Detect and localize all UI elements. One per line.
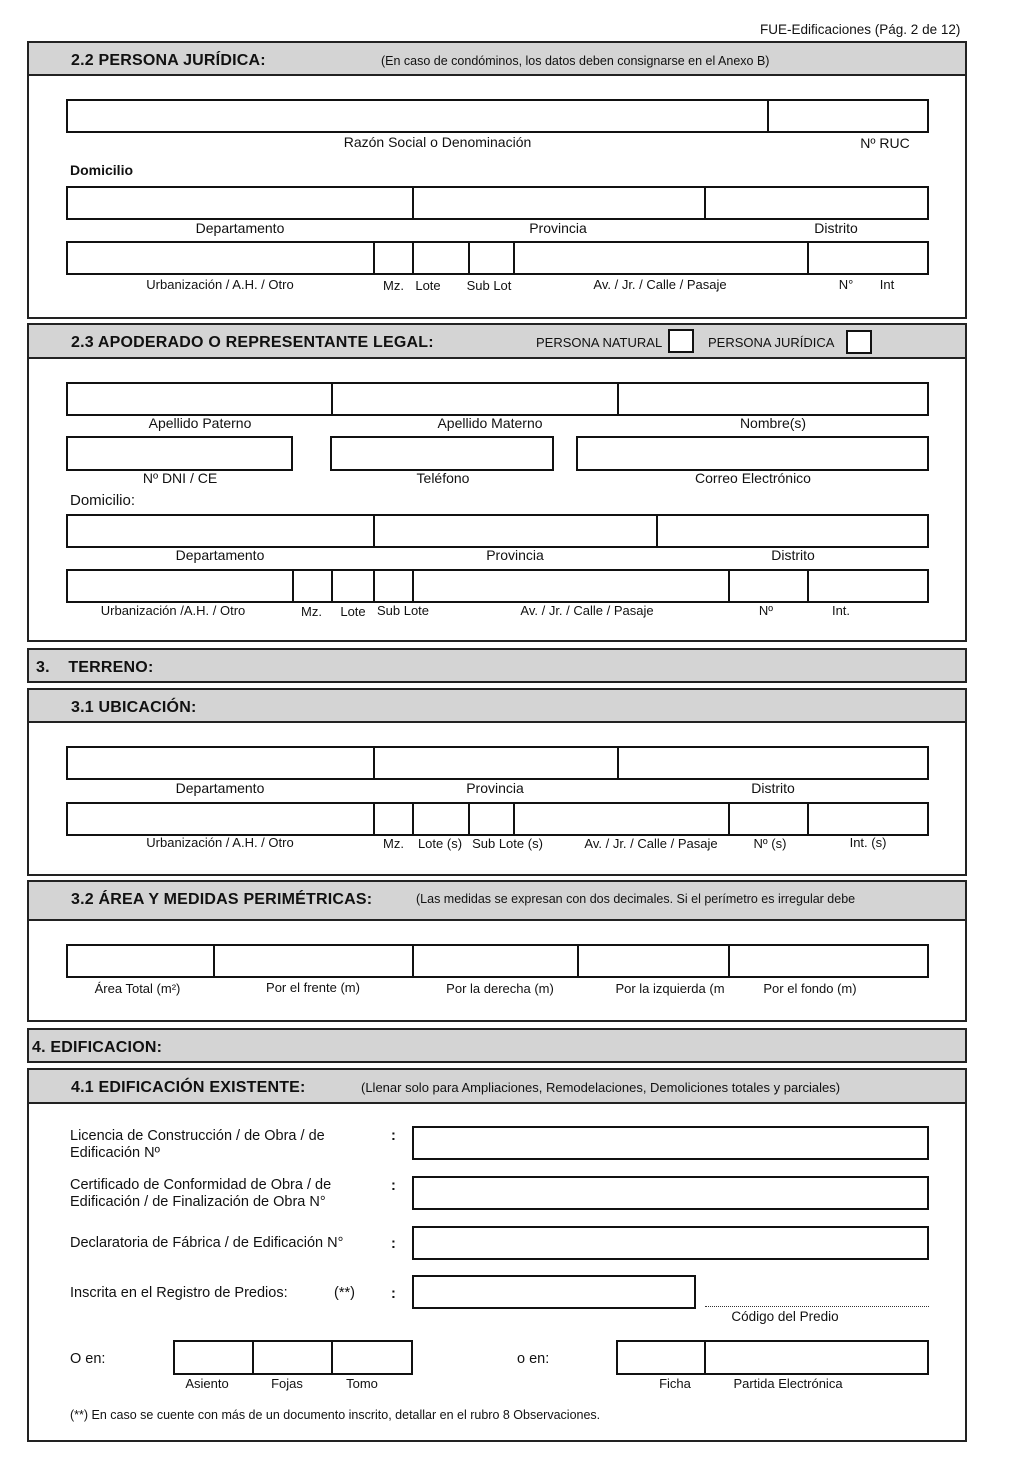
distrito-label: Distrito <box>771 547 815 563</box>
declaratoria-colon: : <box>391 1236 396 1252</box>
inscrita-label: Inscrita en el Registro de Predios: <box>70 1285 288 1301</box>
section-3-1-header <box>27 688 967 723</box>
numero-field[interactable] <box>807 241 929 275</box>
avenida-label: Av. / Jr. / Calle / Pasaje <box>520 603 654 618</box>
departamento-label: Departamento <box>175 780 265 796</box>
nombres-field[interactable] <box>617 382 929 416</box>
departamento-field[interactable] <box>66 514 375 548</box>
section-4-1-title: 4.1 EDIFICACIÓN EXISTENTE: <box>71 1079 306 1096</box>
licencia-label-line2: Edificación Nº <box>70 1145 160 1161</box>
sublote-label: Sub Lote <box>376 603 430 618</box>
section-4-1-header <box>27 1068 967 1104</box>
lote-field[interactable] <box>331 569 375 603</box>
avenida-label: Av. / Jr. / Calle / Pasaje <box>584 836 718 851</box>
sublote-field[interactable] <box>468 241 515 275</box>
razon-social-field[interactable] <box>66 99 769 133</box>
certificado-colon: : <box>391 1178 396 1194</box>
footnote: (**) En caso se cuente con más de un documento inscrito, detallar en el rubro 8 Observaciones. <box>70 1408 601 1422</box>
numero-label: Nº (s) <box>753 836 787 851</box>
ficha-field[interactable] <box>616 1340 706 1375</box>
o-en-label-2: o en: <box>517 1351 550 1367</box>
avenida-field[interactable] <box>412 569 730 603</box>
correo-field[interactable] <box>576 436 929 471</box>
lote-label: Lote <box>415 278 441 293</box>
partida-label: Partida Electrónica <box>733 1376 843 1391</box>
tomo-field[interactable] <box>331 1340 413 1375</box>
provincia-field[interactable] <box>373 514 658 548</box>
persona-juridica-checkbox[interactable] <box>846 330 872 354</box>
domicilio-label: Domicilio: <box>70 492 136 509</box>
razon-social-label: Razón Social o Denominación <box>343 134 532 150</box>
provincia-field[interactable] <box>412 186 706 220</box>
lote-field[interactable] <box>412 802 470 836</box>
fojas-field[interactable] <box>252 1340 333 1375</box>
area-total-label: Área Total (m²) <box>94 981 181 996</box>
ficha-label: Ficha <box>659 1376 691 1391</box>
numero-field[interactable] <box>728 802 809 836</box>
numero-field[interactable] <box>728 569 809 603</box>
telefono-label: Teléfono <box>416 470 470 486</box>
persona-juridica-label: PERSONA JURÍDICA <box>708 335 835 350</box>
provincia-field[interactable] <box>373 746 619 780</box>
distrito-field[interactable] <box>617 746 929 780</box>
urbanizacion-label: Urbanización / A.H. / Otro <box>146 835 294 850</box>
persona-natural-checkbox[interactable] <box>668 329 694 353</box>
licencia-colon: : <box>391 1128 396 1144</box>
sublote-field[interactable] <box>468 802 515 836</box>
apellido-materno-label: Apellido Materno <box>437 415 543 431</box>
ruc-label: Nº RUC <box>860 135 910 151</box>
section-3-2-header <box>27 880 967 921</box>
licencia-field[interactable] <box>412 1126 929 1160</box>
mz-field[interactable] <box>373 802 414 836</box>
distrito-field[interactable] <box>656 514 929 548</box>
mz-field[interactable] <box>292 569 333 603</box>
section-3-header <box>27 648 967 683</box>
sublote-label: Sub Lot <box>466 278 512 293</box>
section-2-3-header <box>27 323 967 359</box>
izquierda-field[interactable] <box>577 944 730 978</box>
provincia-label: Provincia <box>529 220 587 236</box>
dni-label: Nº DNI / CE <box>142 470 218 486</box>
izquierda-label: Por la izquierda (m <box>615 981 725 996</box>
asiento-label: Asiento <box>185 1376 229 1391</box>
area-total-field[interactable] <box>66 944 215 978</box>
urbanizacion-field[interactable] <box>66 802 375 836</box>
lote-label: Lote (s) <box>417 836 463 851</box>
section-4-1-note: (Llenar solo para Ampliaciones, Remodelaciones, Demoliciones totales y parciales) <box>361 1080 841 1095</box>
sublote-field[interactable] <box>373 569 414 603</box>
mz-label: Mz. <box>383 278 404 293</box>
interior-label: Int. (s) <box>849 835 887 850</box>
section-4-title: 4. EDIFICACION: <box>32 1039 163 1056</box>
nombres-label: Nombre(s) <box>739 415 807 431</box>
telefono-field[interactable] <box>330 436 554 471</box>
domicilio-heading: Domicilio <box>70 162 134 178</box>
avenida-field[interactable] <box>513 802 730 836</box>
interior-label: Int. <box>831 603 851 618</box>
interior-field[interactable] <box>807 802 929 836</box>
section-2-2-note: (En caso de condóminos, los datos deben consignarse en el Anexo B) <box>381 54 770 68</box>
certificado-label-line2: Edificación / de Finalización de Obra N° <box>70 1194 326 1210</box>
inscrita-colon: : <box>391 1286 396 1302</box>
distrito-label: Distrito <box>751 780 795 796</box>
section-2-2-title: 2.2 PERSONA JURÍDICA: <box>71 52 266 69</box>
fondo-field[interactable] <box>728 944 929 978</box>
avenida-label: Av. / Jr. / Calle / Pasaje <box>593 277 727 292</box>
distrito-label: Distrito <box>814 220 858 236</box>
provincia-label: Provincia <box>466 780 524 796</box>
codigo-predio-line[interactable] <box>705 1306 929 1307</box>
mz-label: Mz. <box>383 836 404 851</box>
apellido-materno-field[interactable] <box>331 382 619 416</box>
section-2-3-title: 2.3 APODERADO O REPRESENTANTE LEGAL: <box>71 334 434 351</box>
inscrita-field[interactable] <box>412 1275 696 1309</box>
licencia-label-line1: Licencia de Construcción / de Obra / de <box>70 1128 325 1144</box>
frente-label: Por el frente (m) <box>266 980 360 995</box>
section-2-2-header <box>27 41 967 76</box>
apellido-paterno-field[interactable] <box>66 382 333 416</box>
section-3-2-title: 3.2 ÁREA Y MEDIDAS PERIMÉTRICAS: <box>71 891 373 908</box>
correo-label: Correo Electrónico <box>695 470 811 486</box>
sublote-label: Sub Lote (s) <box>472 836 543 851</box>
urbanizacion-field[interactable] <box>66 241 375 275</box>
persona-natural-label: PERSONA NATURAL <box>536 335 663 350</box>
distrito-field[interactable] <box>704 186 929 220</box>
certificado-label-line1: Certificado de Conformidad de Obra / de <box>70 1177 332 1193</box>
section-3-2-note: (Las medidas se expresan con dos decimales. Si el perímetro es irregular debe <box>416 892 856 906</box>
departamento-label: Departamento <box>175 547 265 563</box>
urbanizacion-field[interactable] <box>66 569 294 603</box>
interior-field[interactable] <box>807 569 929 603</box>
declaratoria-field[interactable] <box>412 1226 929 1260</box>
apellido-paterno-label: Apellido Paterno <box>148 415 252 431</box>
tomo-label: Tomo <box>346 1376 378 1391</box>
mz-field[interactable] <box>373 241 414 275</box>
asiento-field[interactable] <box>173 1340 254 1375</box>
ruc-field[interactable] <box>767 99 929 133</box>
departamento-field[interactable] <box>66 746 375 780</box>
urbanizacion-label: Urbanización /A.H. / Otro <box>100 603 246 618</box>
inscrita-ref: (**) <box>334 1285 355 1301</box>
fondo-label: Por el fondo (m) <box>763 981 857 996</box>
lote-field[interactable] <box>412 241 470 275</box>
page-number-header: FUE-Edificaciones (Pág. 2 de 12) <box>760 22 961 37</box>
partida-field[interactable] <box>704 1340 929 1375</box>
provincia-label: Provincia <box>486 547 544 563</box>
interior-label: Int <box>879 277 895 292</box>
declaratoria-label: Declaratoria de Fábrica / de Edificación N° <box>70 1235 344 1251</box>
codigo-predio-label: Código del Predio <box>731 1309 839 1324</box>
numero-label: N° <box>838 277 854 292</box>
mz-label: Mz. <box>301 604 322 619</box>
fojas-label: Fojas <box>271 1376 303 1391</box>
derecha-label: Por la derecha (m) <box>446 981 554 996</box>
o-en-label: O en: <box>70 1351 106 1367</box>
section-3-title: 3. TERRENO: <box>36 659 154 676</box>
urbanizacion-label: Urbanización / A.H. / Otro <box>146 277 294 292</box>
section-4-header <box>27 1028 967 1063</box>
certificado-field[interactable] <box>412 1176 929 1210</box>
dni-field[interactable] <box>66 436 293 471</box>
derecha-field[interactable] <box>412 944 579 978</box>
lote-label: Lote <box>340 604 366 619</box>
avenida-field[interactable] <box>513 241 809 275</box>
section-3-1-title: 3.1 UBICACIÓN: <box>71 699 197 716</box>
section-3-1-body <box>27 721 967 876</box>
departamento-field[interactable] <box>66 186 414 220</box>
departamento-label: Departamento <box>195 220 285 236</box>
numero-label: Nº <box>758 603 774 618</box>
frente-field[interactable] <box>213 944 414 978</box>
